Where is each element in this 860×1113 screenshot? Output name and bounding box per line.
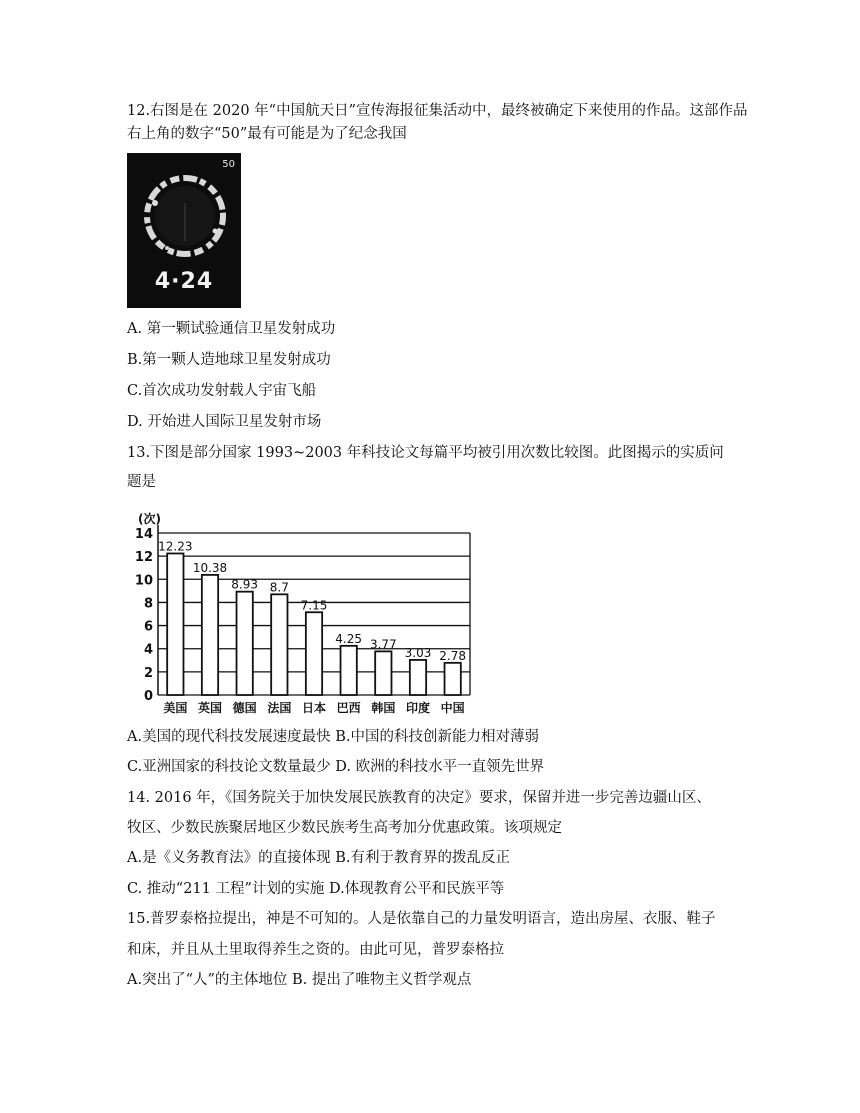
poster-date: 4·24 — [154, 269, 214, 294]
bar-value-label: 8.93 — [231, 577, 259, 592]
bar-value-label: 10.38 — [192, 560, 228, 575]
x-category-label: 英国 — [197, 701, 223, 715]
bar-value-label: 3.03 — [404, 645, 432, 660]
bar — [167, 553, 183, 695]
q12-option-a: A. 第一颗试验通信卫星发射成功 — [127, 321, 336, 337]
x-category-label: 印度 — [405, 701, 431, 715]
bar-value-label: 12.23 — [158, 539, 193, 554]
q14-stem-line2: 牧区、少数民族聚居地区少数民族考生高考加分优惠政策。该项规定 — [127, 820, 562, 836]
bar — [202, 575, 218, 695]
q15-stem-line1: 15.普罗泰格拉提出，神是不可知的。人是依靠自己的力量发明语言，造出房屋、衣服、鞋子 — [127, 911, 716, 927]
q12-stem-line1: 12.右图是在 2020 年“中国航天日”宣传海报征集活动中，最终被确定下来使用的作品。这部作品 — [127, 103, 748, 119]
q13-stem-line1: 13.下图是部分国家 1993~2003 年科技论文每篇平均被引用次数比较图。此图揭示的实质问 — [127, 445, 724, 461]
bar — [306, 612, 322, 695]
bar — [341, 646, 357, 695]
q12-option-c: C.首次成功发射载人宇宙飞船 — [127, 383, 317, 399]
q15-options-line1: A.突出了“人”的主体地位 B. 提出了唯物主义哲学观点 — [127, 972, 472, 988]
q15-stem-line2: 和床，并且从土里取得养生之资的。由此可见，普罗泰格拉 — [127, 942, 504, 958]
q12-option-b: B.第一颗人造地球卫星发射成功 — [127, 352, 331, 368]
poster-corner-number: 50 — [222, 159, 235, 170]
q12-option-d: D. 开始进人国际卫星发射市场 — [127, 414, 322, 430]
bar — [410, 660, 426, 695]
bar — [375, 651, 391, 695]
x-category-label: 美国 — [163, 701, 188, 715]
x-category-label: 德国 — [232, 701, 257, 715]
x-category-label: 巴西 — [336, 701, 361, 715]
bar-value-label: 3.77 — [369, 637, 397, 652]
q12-stem-line2: 右上角的数字“50”最有可能是为了纪念我国 — [127, 126, 407, 142]
y-tick-label: 12 — [134, 550, 153, 566]
x-category-label: 韩国 — [371, 701, 396, 715]
bar — [237, 592, 253, 695]
citation-bar-chart — [128, 508, 478, 718]
bar-value-label: 8.7 — [269, 580, 289, 595]
y-tick-label: 4 — [143, 642, 153, 658]
poster-image — [127, 153, 241, 308]
y-tick-label: 2 — [143, 665, 153, 681]
q13-options-line2: C.亚洲国家的科技论文数量最少 D. 欧洲的科技水平一直领先世界 — [127, 759, 545, 775]
q14-stem-line1: 14. 2016 年，《国务院关于加快发展民族教育的决定》要求，保留并进一步完善边疆山区、 — [127, 790, 711, 806]
q14-options-line2: C. 推动“211 工程”计划的实施 D.体现教育公平和民族平等 — [127, 881, 505, 897]
bar-value-label: 4.25 — [335, 631, 363, 646]
bar-value-label: 2.78 — [439, 648, 467, 663]
y-tick-label: 6 — [143, 619, 153, 635]
x-category-label: 日本 — [301, 701, 327, 715]
bar — [445, 663, 461, 695]
y-tick-label: 10 — [134, 573, 153, 589]
bar — [271, 594, 287, 695]
q14-options-line1: A.是《义务教育法》的直接体现 B.有利于教育界的拨乱反正 — [127, 850, 510, 866]
bar-value-label: 7.15 — [300, 598, 328, 613]
x-category-label: 法国 — [267, 701, 292, 715]
q13-options-line1: A.美国的现代科技发展速度最快 B.中国的科技创新能力相对薄弱 — [127, 729, 539, 745]
y-tick-label: 14 — [134, 527, 153, 542]
y-axis-label: (次) — [138, 512, 161, 526]
y-tick-label: 0 — [143, 689, 153, 704]
x-category-label: 中国 — [440, 701, 465, 715]
y-tick-label: 8 — [143, 596, 153, 612]
q13-stem-line2: 题是 — [127, 474, 156, 490]
